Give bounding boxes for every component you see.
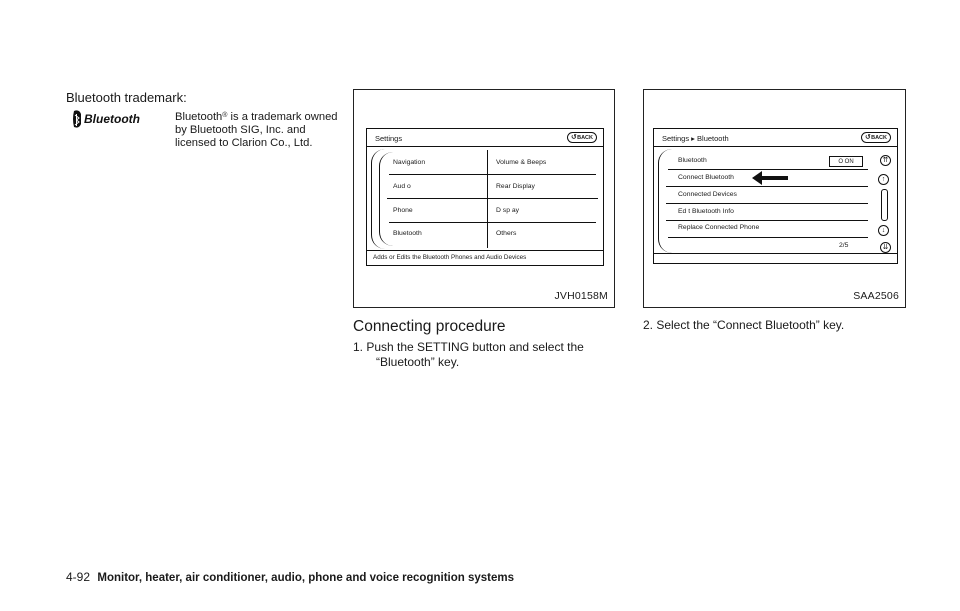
step-1-line-2: “Bluetooth” key. <box>376 355 460 369</box>
title-divider <box>367 146 603 147</box>
menu-separator <box>488 222 596 223</box>
step-1 <box>353 340 615 370</box>
title-divider <box>654 146 897 147</box>
back-button[interactable]: ↺ BACK <box>861 132 891 143</box>
menu-item-bluetooth[interactable]: Bluetooth <box>678 157 707 164</box>
bluetooth-trademark-heading: Bluetooth trademark: <box>66 90 187 105</box>
bottom-divider <box>654 253 897 254</box>
scroll-down-icon[interactable]: ↓ <box>878 225 889 236</box>
menu-curve-inner <box>379 152 393 246</box>
back-arrow-icon: ↺ <box>571 134 577 141</box>
page-footer <box>66 570 514 584</box>
step-2: 2. Select the “Connect Bluetooth” key. <box>643 318 845 332</box>
trademark-word: Bluetooth <box>175 111 223 123</box>
bluetooth-logo <box>70 108 146 130</box>
bluetooth-logo-text: Bluetooth <box>84 112 140 126</box>
back-arrow-icon: ↺ <box>865 134 871 141</box>
menu-separator <box>668 237 868 238</box>
menu-item-audio[interactable]: Aud o <box>393 183 411 190</box>
menu-item-connected-devices[interactable]: Connected Devices <box>678 191 737 198</box>
menu-item-phone[interactable]: Phone <box>393 207 413 214</box>
step-1-line-1: 1. Push the SETTING button and select the <box>353 340 584 354</box>
menu-item-others[interactable]: Others <box>496 230 517 237</box>
menu-separator <box>389 174 487 175</box>
menu-separator <box>387 198 487 199</box>
figure-bluetooth-screen <box>643 89 906 308</box>
figure-settings-screen <box>353 89 615 308</box>
menu-item-bluetooth[interactable]: Bluetooth <box>393 230 422 237</box>
section-title: Connecting procedure <box>353 318 506 335</box>
pointer-arrow-icon <box>750 169 790 187</box>
registered-mark: ® <box>222 112 228 119</box>
menu-item-navigation[interactable]: Navigation <box>393 159 426 166</box>
menu-separator <box>666 203 868 204</box>
bluetooth-settings-screen <box>653 128 898 264</box>
chapter-title: Monitor, heater, air conditioner, audio, phone and voice recognition systems <box>97 572 515 584</box>
figure-code: JVH0158M <box>554 290 608 302</box>
back-button[interactable]: ↺ BACK <box>567 132 597 143</box>
menu-item-display[interactable]: D sp ay <box>496 207 520 214</box>
page-indicator: 2/5 <box>839 242 849 249</box>
scroll-top-icon[interactable]: ⇈ <box>880 155 891 166</box>
menu-item-rear-display[interactable]: Rear Display <box>496 183 535 190</box>
menu-item-edit-bluetooth-info[interactable]: Ed t Bluetooth Info <box>678 208 734 215</box>
figure-code: SAA2506 <box>853 290 899 302</box>
menu-separator <box>488 198 598 199</box>
menu-item-replace-connected-phone[interactable]: Replace Connected Phone <box>678 224 760 231</box>
settings-screen <box>366 128 604 266</box>
column-divider <box>487 150 488 248</box>
status-divider <box>367 250 603 251</box>
menu-separator <box>389 222 487 223</box>
menu-separator <box>666 220 868 221</box>
menu-item-connect-bluetooth[interactable]: Connect Bluetooth <box>678 174 734 181</box>
screen-title: Settings <box>375 134 403 143</box>
status-message: Adds or Edits the Bluetooth Phones and Audio Devices <box>373 254 527 261</box>
menu-separator <box>488 174 596 175</box>
scroll-up-icon[interactable]: ↑ <box>878 174 889 185</box>
bluetooth-on-indicator[interactable]: O ON <box>829 156 863 167</box>
bluetooth-trademark-text <box>175 111 345 150</box>
trademark-description: is a trademark owned by Bluetooth SIG, Inc. and licensed to Clarion Co., Ltd. <box>175 111 338 149</box>
screen-title: Settings ▸ Bluetooth <box>662 134 729 143</box>
scrollbar[interactable] <box>881 189 888 221</box>
menu-item-volume-beeps[interactable]: Volume & Beeps <box>496 159 547 166</box>
scroll-bottom-icon[interactable]: ⇊ <box>880 242 891 253</box>
page-number: 4-92 <box>66 570 91 584</box>
